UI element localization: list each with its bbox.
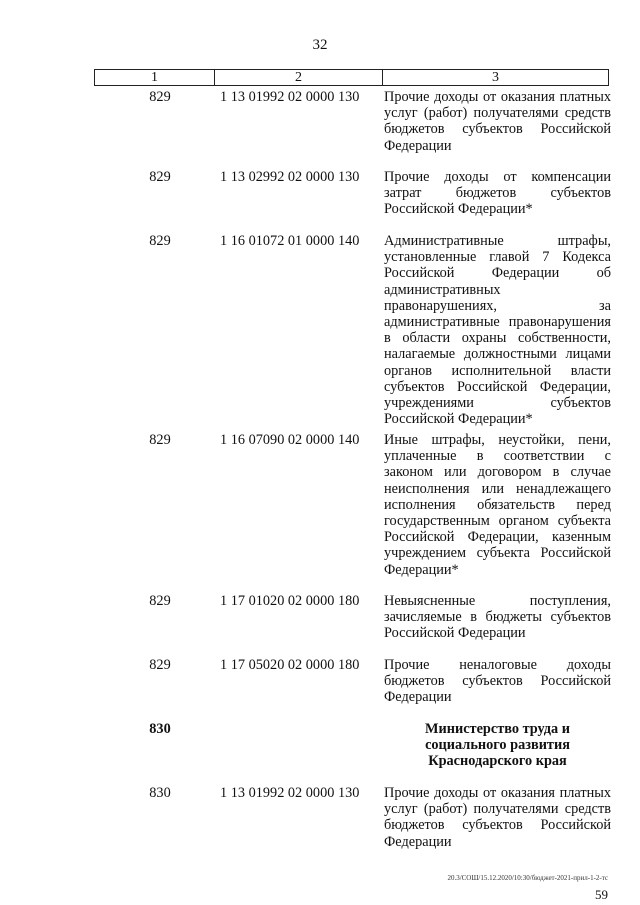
budget-code: 1 13 02992 02 0000 130	[220, 169, 360, 185]
admin-code: 829	[149, 233, 171, 249]
budget-code: 1 16 07090 02 0000 140	[220, 432, 360, 448]
ministry-heading: Министерство труда и социального развития Краснодарского края	[425, 721, 570, 770]
document-reference: 20.3/СОШ/15.12.2020/10:30/бюджет-2021-прил-1-2-тс	[447, 874, 608, 882]
budget-code: 1 13 01992 02 0000 130	[220, 89, 360, 105]
admin-code: 830	[149, 721, 171, 737]
income-description: Иные штрафы, неустойки, пени, уплаченные в соответствии с законом или договором в случае неисполнения или ненадлежащего исполнения обязательств перед государственным органом субъекта Российской Федерации, казенным учреждением субъекта Российской Федерации*	[384, 432, 611, 578]
admin-code: 829	[149, 657, 171, 673]
income-description: Прочие доходы от оказания платных услуг (работ) получателями средств бюджетов субъектов Российской Федерации	[384, 785, 611, 850]
income-description: Прочие доходы от оказания платных услуг (работ) получателями средств бюджетов субъектов Российской Федерации	[384, 89, 611, 154]
table-header-col-2: 2	[214, 69, 383, 86]
admin-code: 829	[149, 89, 171, 105]
budget-code: 1 13 01992 02 0000 130	[220, 785, 360, 801]
table-header-col-1: 1	[94, 69, 215, 86]
income-description: Прочие доходы от компенсации затрат бюджетов субъектов Российской Федерации*	[384, 169, 611, 218]
income-description: Административные штрафы, установленные главой 7 Кодекса Российской Федерации об административных правонарушениях, за административные правонарушения в области охраны собственности, налагаемые должностными лицами органов исполнительной власти субъектов Российской Федерации, учреждениями субъектов Российской Федерации*	[384, 233, 611, 428]
income-description: Прочие неналоговые доходы бюджетов субъектов Российской Федерации	[384, 657, 611, 706]
admin-code: 829	[149, 432, 171, 448]
footer-page-number: 59	[595, 887, 608, 902]
admin-code: 830	[149, 785, 171, 801]
admin-code: 829	[149, 169, 171, 185]
budget-code: 1 16 01072 01 0000 140	[220, 233, 360, 249]
budget-code: 1 17 05020 02 0000 180	[220, 657, 360, 673]
income-description: Невыясненные поступления, зачисляемые в бюджеты субъектов Российской Федерации	[384, 593, 611, 642]
admin-code: 829	[149, 593, 171, 609]
table-header-col-3: 3	[382, 69, 609, 86]
budget-code: 1 17 01020 02 0000 180	[220, 593, 360, 609]
page-number: 32	[312, 37, 328, 53]
